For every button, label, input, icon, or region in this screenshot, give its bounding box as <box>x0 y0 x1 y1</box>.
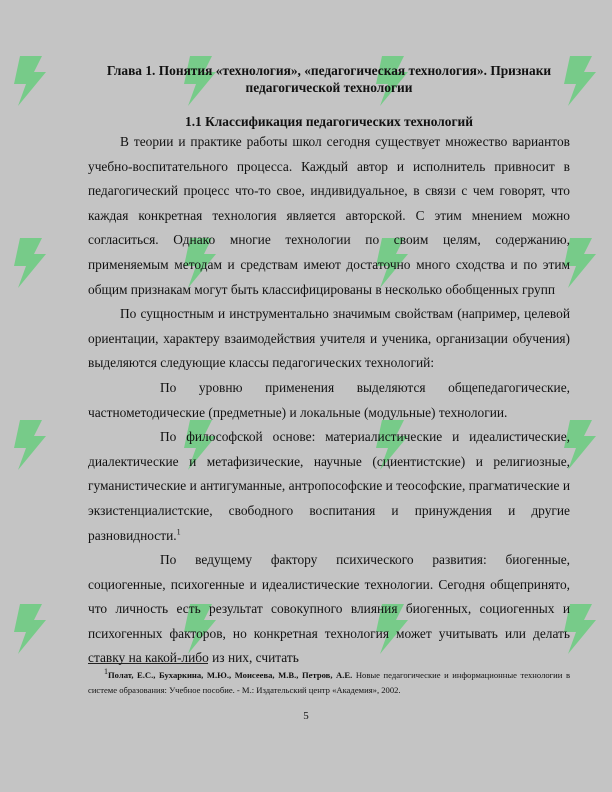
footnote-reference[interactable]: 1 <box>176 527 181 537</box>
footnote-authors: Полат, Е.С., Бухаркина, М.Ю., Моисеева, М.В., Петров, А.Е. <box>108 670 353 680</box>
footnote-text: Новые педагогические и информационные технологии в системе образования: Учебное пособие. - М.: Издательский центр «Академия», 2002. <box>88 670 571 695</box>
page-body <box>88 62 570 671</box>
page-number: 5 <box>303 710 309 722</box>
watermark-logo-icon <box>10 416 50 474</box>
footnote-separator <box>88 663 208 664</box>
paragraph: По ведущему фактору психического развития: биогенные, социогенные, психогенные и идеалистические технологии. Сегодня общепринято, что личность есть результат совокупного влияния биогенных, социогенных и психогенных факторов, но конкретная технология может учитывать или делать ставку на какой-либо из них, считать <box>88 552 570 666</box>
chapter-title: Глава 1. Понятия «технология», «педагогическая технология». Признаки педагогической технологии <box>106 63 552 95</box>
footnote <box>88 668 570 698</box>
paragraph: По сущностным и инструментально значимым свойствам (например, целевой ориентации, характеру взаимодействия учителя и ученика, организации обучения) выделяются следующие классы педагогических технологий: <box>88 306 570 371</box>
watermark-logo-icon <box>10 234 50 292</box>
paragraph <box>88 425 570 548</box>
paragraph: По уровню применения выделяются общепедагогические, частнометодические (предметные) и локальные (модульные) технологии. <box>88 379 570 420</box>
watermark-logo-icon <box>10 52 50 110</box>
footnote-marker: 1 <box>104 667 108 677</box>
watermark-logo-icon <box>10 600 50 658</box>
section-title: 1.1 Классификация педагогических технологий <box>185 114 473 129</box>
paragraph: В теории и практике работы школ сегодня существует множество вариантов учебно-воспитательного процесса. Каждый автор и исполнитель привносит в педагогический процесс что-то свое, индивидуальное, в связи с чем говорят, что каждая конкретная технология является авторской. С этим мнением можно согласиться. Однако многие технологии по своим целям, содержанию, применяемым методам и средствам имеют достаточно много сходства и по этим общим признакам могут быть классифицированы в несколько обобщенных групп <box>88 134 570 297</box>
paragraph-text: По философской основе: материалистические и идеалистические, диалектические и метафизические, научные (сциентистские) и религиозные, гуманистические и антигуманные, антропософские и теософские, прагматические и экзистенциалистские, свободного воспитания и принуждения и другие разновидности. <box>88 429 570 543</box>
